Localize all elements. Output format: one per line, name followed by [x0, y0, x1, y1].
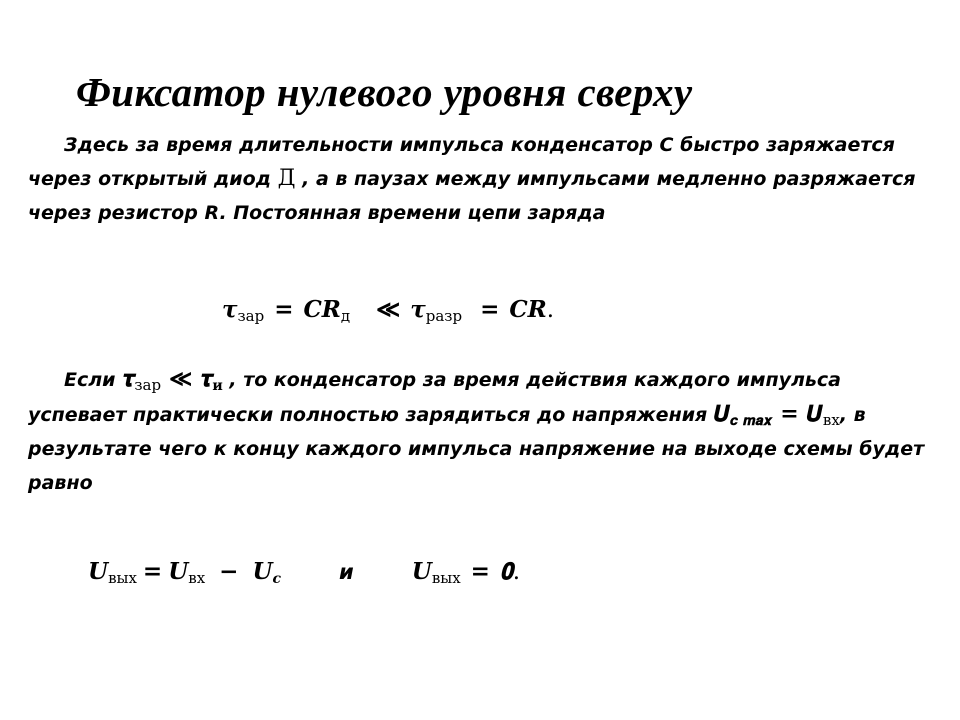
- much-less-sign: ≪: [376, 296, 401, 323]
- cr-product: 𝑪𝑹: [303, 296, 341, 323]
- equals-sign-3: =: [142, 558, 163, 585]
- and-word: и: [339, 560, 354, 584]
- condition-text-part2: , в результате чего к концу каждого импульса напряжение на выходе схемы будет равно: [28, 404, 925, 494]
- tau-symbol-discharge: 𝝉: [410, 296, 426, 323]
- condition-if: Если: [64, 369, 123, 391]
- u-in-symbol: 𝑼: [168, 558, 189, 585]
- diode-symbol: Д: [277, 166, 296, 191]
- intro-text-part2: , а в паузах между импульсами медленно разряжается через резистор R. Постоянная времени цепи заряда: [28, 168, 916, 224]
- u-symbol-cmax: 𝑼: [713, 401, 731, 427]
- u-subscript-cmax: 𝒄 𝒎𝒂𝒙: [730, 413, 773, 429]
- r-subscript-diode: д: [340, 307, 351, 325]
- u-symbol-input: 𝑼: [806, 401, 823, 427]
- equals-inline: =: [780, 401, 799, 427]
- paragraph-condition: [28, 362, 932, 500]
- equals-sign-2: =: [480, 296, 500, 323]
- cr-product-end: 𝑪𝑹: [509, 296, 547, 323]
- tau-impulse-subscript: и: [212, 378, 223, 394]
- slide-title: Фиксатор нулевого уровня сверху: [76, 69, 693, 115]
- u-c-subscript: 𝒄: [272, 571, 282, 587]
- paragraph-intro: [28, 128, 932, 230]
- tau-symbol-inline: 𝝉: [122, 366, 135, 392]
- u-out-subscript: вых: [108, 569, 137, 587]
- charge-time-constant-formula: [222, 296, 554, 323]
- u-in-subscript: вх: [188, 569, 206, 587]
- tau-subscript-discharge: разр: [425, 307, 463, 325]
- minus-sign: −: [219, 558, 239, 585]
- zero-value: 𝟎: [499, 558, 513, 585]
- period: .: [546, 297, 555, 323]
- condition-text-part1: , то конденсатор за время действия каждого импульса успевает практически полностью зарядиться до напряжения: [28, 369, 841, 426]
- u-c-symbol: 𝑼: [252, 558, 273, 585]
- period-2: .: [512, 559, 521, 585]
- tau-impulse-symbol: 𝝉: [200, 366, 213, 392]
- tau-inline-subscript-charge: зар: [134, 376, 162, 394]
- u-out-symbol: 𝑼: [88, 558, 109, 585]
- tau-symbol: 𝝉: [222, 296, 238, 323]
- u-out-symbol-2: 𝑼: [411, 558, 432, 585]
- much-less-inline: ≪: [169, 366, 193, 392]
- u-out-subscript-2: вых: [431, 569, 461, 587]
- output-voltage-formula: [88, 558, 520, 585]
- equals-sign: =: [274, 296, 294, 323]
- equals-sign-4: =: [470, 558, 490, 585]
- intro-text-part1: Здесь за время длительности импульса конденсатор C быстро заряжается через открытый диод: [28, 134, 895, 190]
- u-subscript-input: вх: [822, 411, 840, 429]
- tau-subscript-charge: зар: [237, 307, 265, 325]
